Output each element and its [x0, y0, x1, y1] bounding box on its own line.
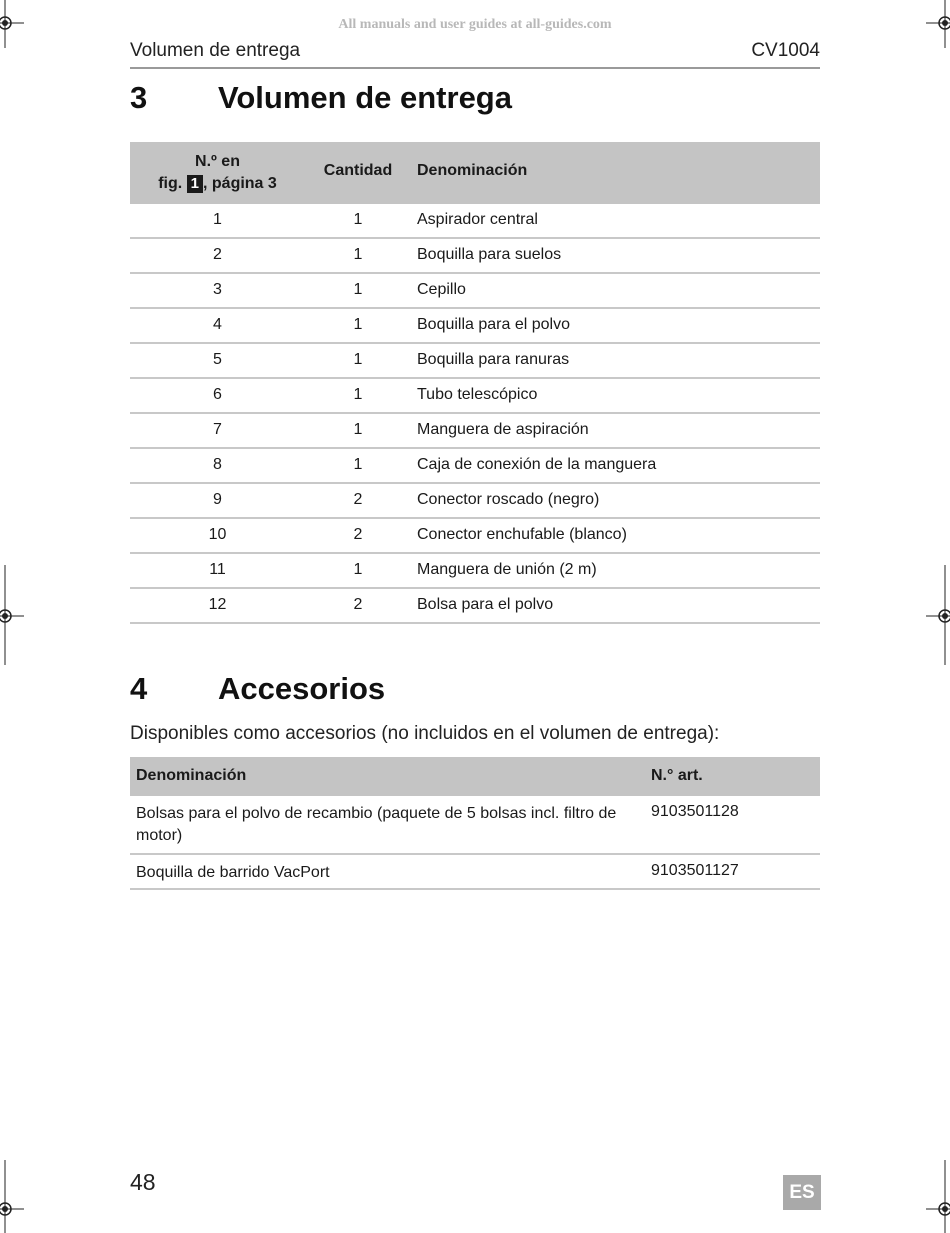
accessory-designation: Boquilla de barrido VacPort — [136, 864, 330, 881]
table-row — [130, 239, 820, 274]
header-item-number — [130, 151, 305, 195]
delivery-table-header — [130, 142, 820, 204]
item-number: 5 — [213, 351, 222, 368]
item-quantity: 1 — [353, 561, 363, 578]
accessory-designation: Bolsas para el polvo de recambio (paquete de 5 bolsas incl. filtro de motor) — [136, 805, 617, 844]
header-acc-designation: Denominación — [136, 767, 247, 784]
item-quantity: 1 — [353, 246, 363, 263]
header-quantity: Cantidad — [323, 162, 393, 179]
item-number: 3 — [213, 281, 222, 298]
delivery-table-body — [130, 204, 820, 624]
watermark: All manuals and user guides at all-guides.com — [338, 17, 612, 32]
item-number: 4 — [213, 316, 222, 333]
header-section-title: Volumen de entrega — [130, 40, 301, 61]
item-designation: Caja de conexión de la manguera — [417, 456, 657, 473]
section-4-title: Accesorios — [218, 671, 386, 706]
item-number: 2 — [213, 246, 222, 263]
item-quantity: 1 — [353, 211, 363, 228]
item-designation: Bolsa para el polvo — [417, 596, 554, 613]
page-number: 48 — [130, 1169, 156, 1195]
item-designation: Aspirador central — [417, 211, 538, 228]
item-quantity: 1 — [353, 281, 363, 298]
table-row — [130, 589, 820, 624]
table-row — [130, 204, 820, 239]
table-row — [130, 519, 820, 554]
crop-mark-icon — [0, 1160, 30, 1233]
accessory-article-number: 9103501128 — [651, 803, 739, 820]
section-3-title: Volumen de entrega — [218, 80, 512, 115]
item-designation: Tubo telescópico — [417, 386, 538, 403]
table-row — [130, 274, 820, 309]
item-designation: Cepillo — [417, 281, 466, 298]
item-designation: Boquilla para ranuras — [417, 351, 570, 368]
header-article-number: N.° art. — [651, 767, 703, 784]
table-row — [130, 344, 820, 379]
section-4-number: 4 — [130, 671, 148, 706]
header-item-number-line1: N.º en — [195, 153, 240, 170]
item-quantity: 1 — [353, 316, 363, 333]
item-quantity: 1 — [353, 421, 363, 438]
header-designation: Denominación — [417, 162, 528, 179]
crop-mark-icon — [0, 565, 30, 665]
item-designation: Conector roscado (negro) — [417, 491, 600, 508]
item-designation: Manguera de aspiración — [417, 421, 589, 438]
item-quantity: 2 — [353, 491, 363, 508]
crop-mark-icon — [0, 0, 30, 50]
table-row — [130, 554, 820, 589]
table-row — [130, 449, 820, 484]
item-number: 12 — [208, 596, 227, 613]
accessories-table-body — [130, 796, 820, 890]
table-row — [130, 414, 820, 449]
item-quantity: 2 — [353, 526, 363, 543]
item-number: 7 — [213, 421, 222, 438]
header-item-number-line2 — [130, 173, 305, 195]
item-number: 8 — [213, 456, 222, 473]
item-number: 9 — [213, 491, 222, 508]
item-number: 10 — [208, 526, 227, 543]
item-designation: Conector enchufable (blanco) — [417, 526, 627, 543]
header-fig-suffix: , página 3 — [203, 175, 277, 192]
table-row — [130, 309, 820, 344]
item-number: 1 — [213, 211, 222, 228]
section-4-heading — [130, 671, 820, 711]
crop-mark-icon — [920, 0, 950, 50]
item-quantity: 1 — [353, 351, 363, 368]
item-designation: Manguera de unión (2 m) — [417, 561, 597, 578]
delivery-table — [130, 142, 820, 624]
running-header — [130, 40, 820, 69]
table-row — [130, 484, 820, 519]
item-designation: Boquilla para el polvo — [417, 316, 570, 333]
accessories-table-header — [130, 757, 820, 796]
item-quantity: 1 — [353, 386, 363, 403]
table-row — [130, 855, 820, 890]
accessories-table — [130, 757, 820, 890]
crop-mark-icon — [920, 1160, 950, 1233]
section-3-number: 3 — [130, 80, 148, 115]
item-quantity: 2 — [353, 596, 363, 613]
crop-mark-icon — [920, 565, 950, 665]
accessory-article-number: 9103501127 — [651, 862, 739, 879]
item-number: 6 — [213, 386, 222, 403]
item-number: 11 — [209, 561, 226, 578]
section-3-heading — [130, 80, 820, 120]
accessories-intro: Disponibles como accesorios (no incluidos en el volumen de entrega): — [130, 723, 720, 744]
figure-reference-badge: 1 — [187, 175, 203, 193]
header-fig-prefix: fig. — [158, 175, 183, 192]
item-quantity: 1 — [353, 456, 363, 473]
table-row — [130, 379, 820, 414]
header-model: CV1004 — [751, 40, 820, 61]
table-row — [130, 796, 820, 855]
language-badge: ES — [783, 1175, 821, 1210]
item-designation: Boquilla para suelos — [417, 246, 562, 263]
